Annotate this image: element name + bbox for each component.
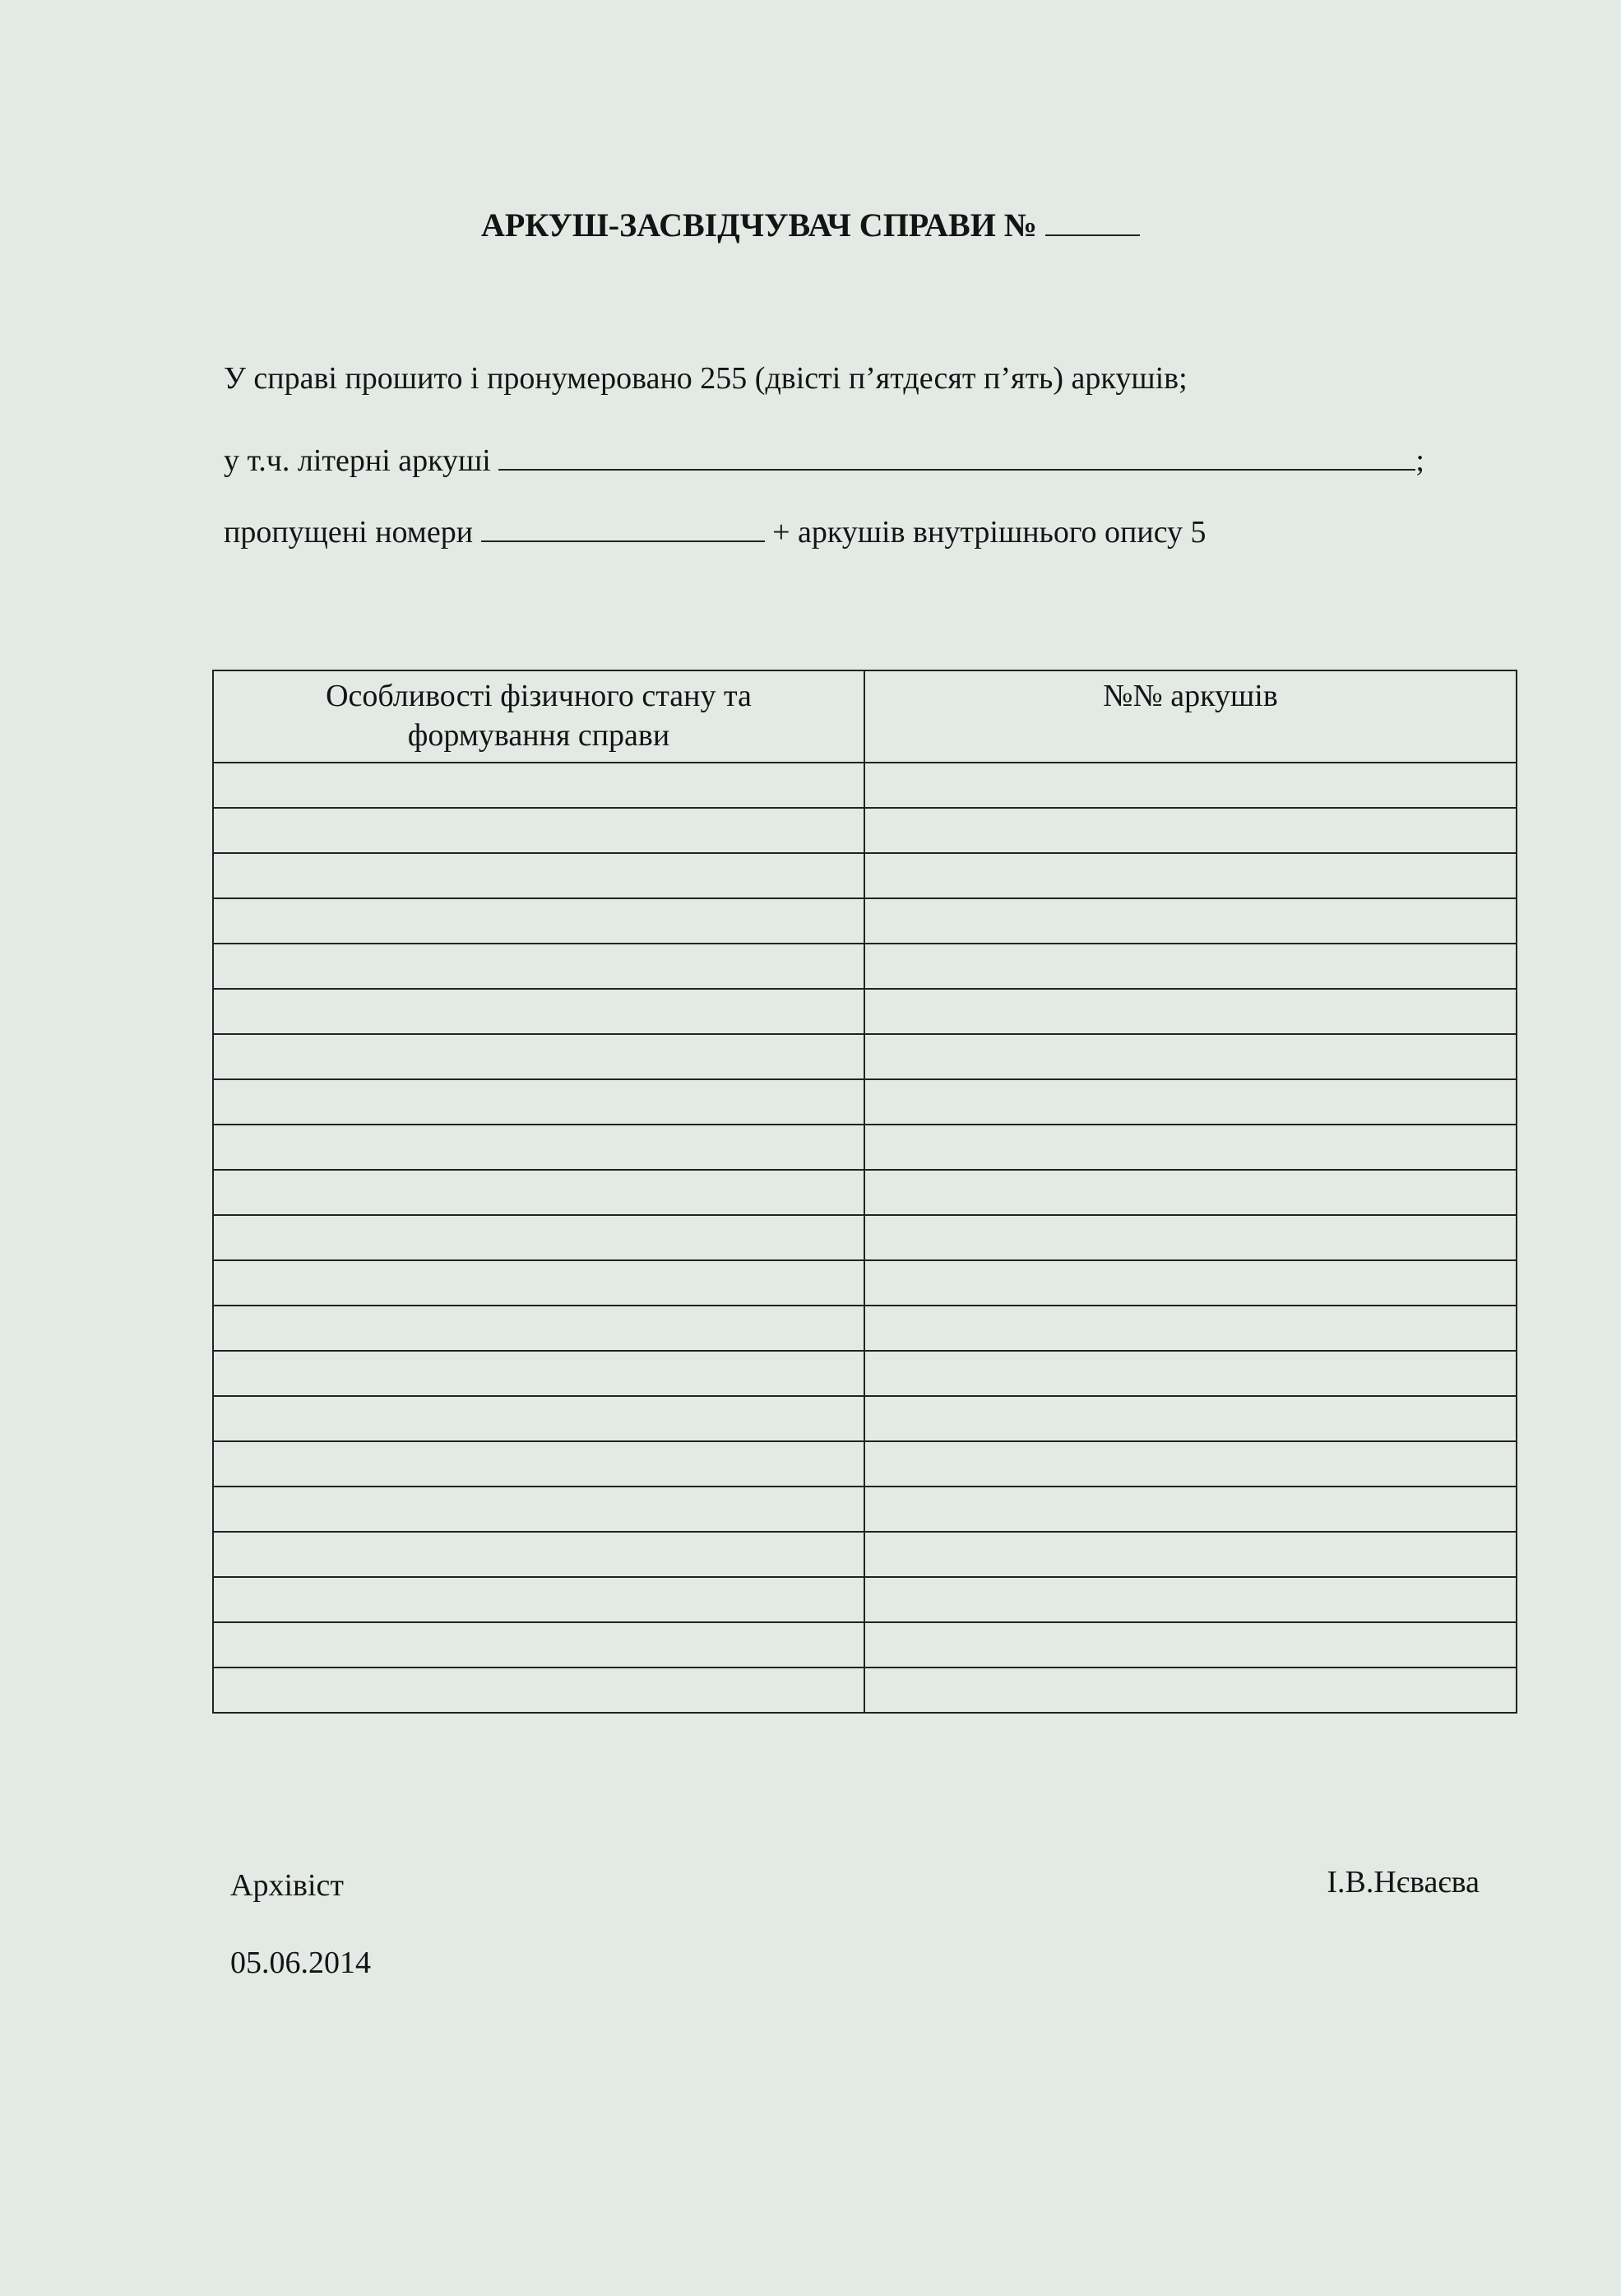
letter-sheets-line: у т.ч. літерні аркуші ; (224, 443, 1424, 478)
table-row (213, 853, 1517, 898)
physical-condition-cell (213, 1441, 864, 1487)
document-title: АРКУШ-ЗАСВІДЧУВАЧ СПРАВИ № (0, 206, 1621, 244)
sheet-numbers-cell (864, 1577, 1517, 1622)
table-row (213, 1667, 1517, 1713)
sheet-numbers-cell (864, 989, 1517, 1034)
physical-condition-cell (213, 898, 864, 944)
table-row (213, 1306, 1517, 1351)
physical-condition-cell (213, 853, 864, 898)
physical-condition-table (212, 670, 1517, 1714)
sheet-numbers-cell (864, 944, 1517, 989)
table-row (213, 1260, 1517, 1306)
sheet-numbers-cell (864, 1396, 1517, 1441)
sheet-numbers-cell (864, 853, 1517, 898)
sheet-numbers-cell (864, 1170, 1517, 1215)
position-label: Архівіст (230, 1868, 344, 1903)
table-row (213, 1079, 1517, 1125)
sheet-numbers-cell (864, 1622, 1517, 1667)
table-row (213, 1622, 1517, 1667)
sheet-numbers-cell (864, 763, 1517, 808)
physical-condition-cell (213, 1667, 864, 1713)
table-row (213, 898, 1517, 944)
missing-numbers-blank (481, 516, 765, 542)
table-row (213, 944, 1517, 989)
physical-condition-cell (213, 1396, 864, 1441)
physical-condition-cell (213, 1034, 864, 1079)
physical-condition-cell (213, 1351, 864, 1396)
physical-condition-cell (213, 1532, 864, 1577)
missing-numbers-line: пропущені номери + аркушів внутрішнього опису 5 (224, 515, 1206, 550)
physical-condition-cell (213, 944, 864, 989)
table-row (213, 989, 1517, 1034)
physical-condition-cell (213, 989, 864, 1034)
table-row (213, 1441, 1517, 1487)
table-row (213, 1215, 1517, 1260)
table-row (213, 1396, 1517, 1441)
physical-condition-cell (213, 1622, 864, 1667)
sheet-numbers-cell (864, 1532, 1517, 1577)
physical-condition-cell (213, 1487, 864, 1532)
table-row (213, 1034, 1517, 1079)
physical-condition-cell (213, 763, 864, 808)
sheet-numbers-cell (864, 1441, 1517, 1487)
table-row (213, 1170, 1517, 1215)
table-row (213, 1577, 1517, 1622)
physical-condition-cell (213, 1215, 864, 1260)
sheet-numbers-cell (864, 1125, 1517, 1170)
table-body (213, 763, 1517, 1713)
sheet-numbers-cell (864, 1079, 1517, 1125)
sheet-numbers-cell (864, 1487, 1517, 1532)
physical-condition-cell (213, 1125, 864, 1170)
signer-name: І.В.Нєваєва (1327, 1865, 1480, 1899)
table-row (213, 1532, 1517, 1577)
date: 05.06.2014 (230, 1946, 371, 1980)
physical-condition-cell (213, 808, 864, 853)
physical-condition-cell (213, 1170, 864, 1215)
header-sheet-numbers: №№ аркушів (864, 670, 1517, 763)
physical-condition-cell (213, 1577, 864, 1622)
sheet-numbers-cell (864, 1215, 1517, 1260)
sheet-numbers-cell (864, 808, 1517, 853)
sheet-numbers-cell (864, 898, 1517, 944)
table-row (213, 808, 1517, 853)
sheet-numbers-cell (864, 1034, 1517, 1079)
sheet-numbers-cell (864, 1306, 1517, 1351)
header-physical-condition: Особливості фізичного стану та формування справи (213, 670, 864, 763)
physical-condition-cell (213, 1079, 864, 1125)
physical-condition-cell (213, 1260, 864, 1306)
table-row (213, 1125, 1517, 1170)
case-number-blank (1045, 210, 1140, 236)
physical-condition-cell (213, 1306, 864, 1351)
letter-sheets-blank (498, 444, 1415, 471)
sheet-numbers-cell (864, 1667, 1517, 1713)
table-row (213, 1487, 1517, 1532)
table-row (213, 763, 1517, 808)
sheet-numbers-cell (864, 1351, 1517, 1396)
sheet-numbers-cell (864, 1260, 1517, 1306)
table-header-row (213, 670, 1517, 763)
table-row (213, 1351, 1517, 1396)
sheets-count-line: У справі прошито і пронумеровано 255 (двісті п’ятдесят п’ять) аркушів; (224, 361, 1188, 396)
